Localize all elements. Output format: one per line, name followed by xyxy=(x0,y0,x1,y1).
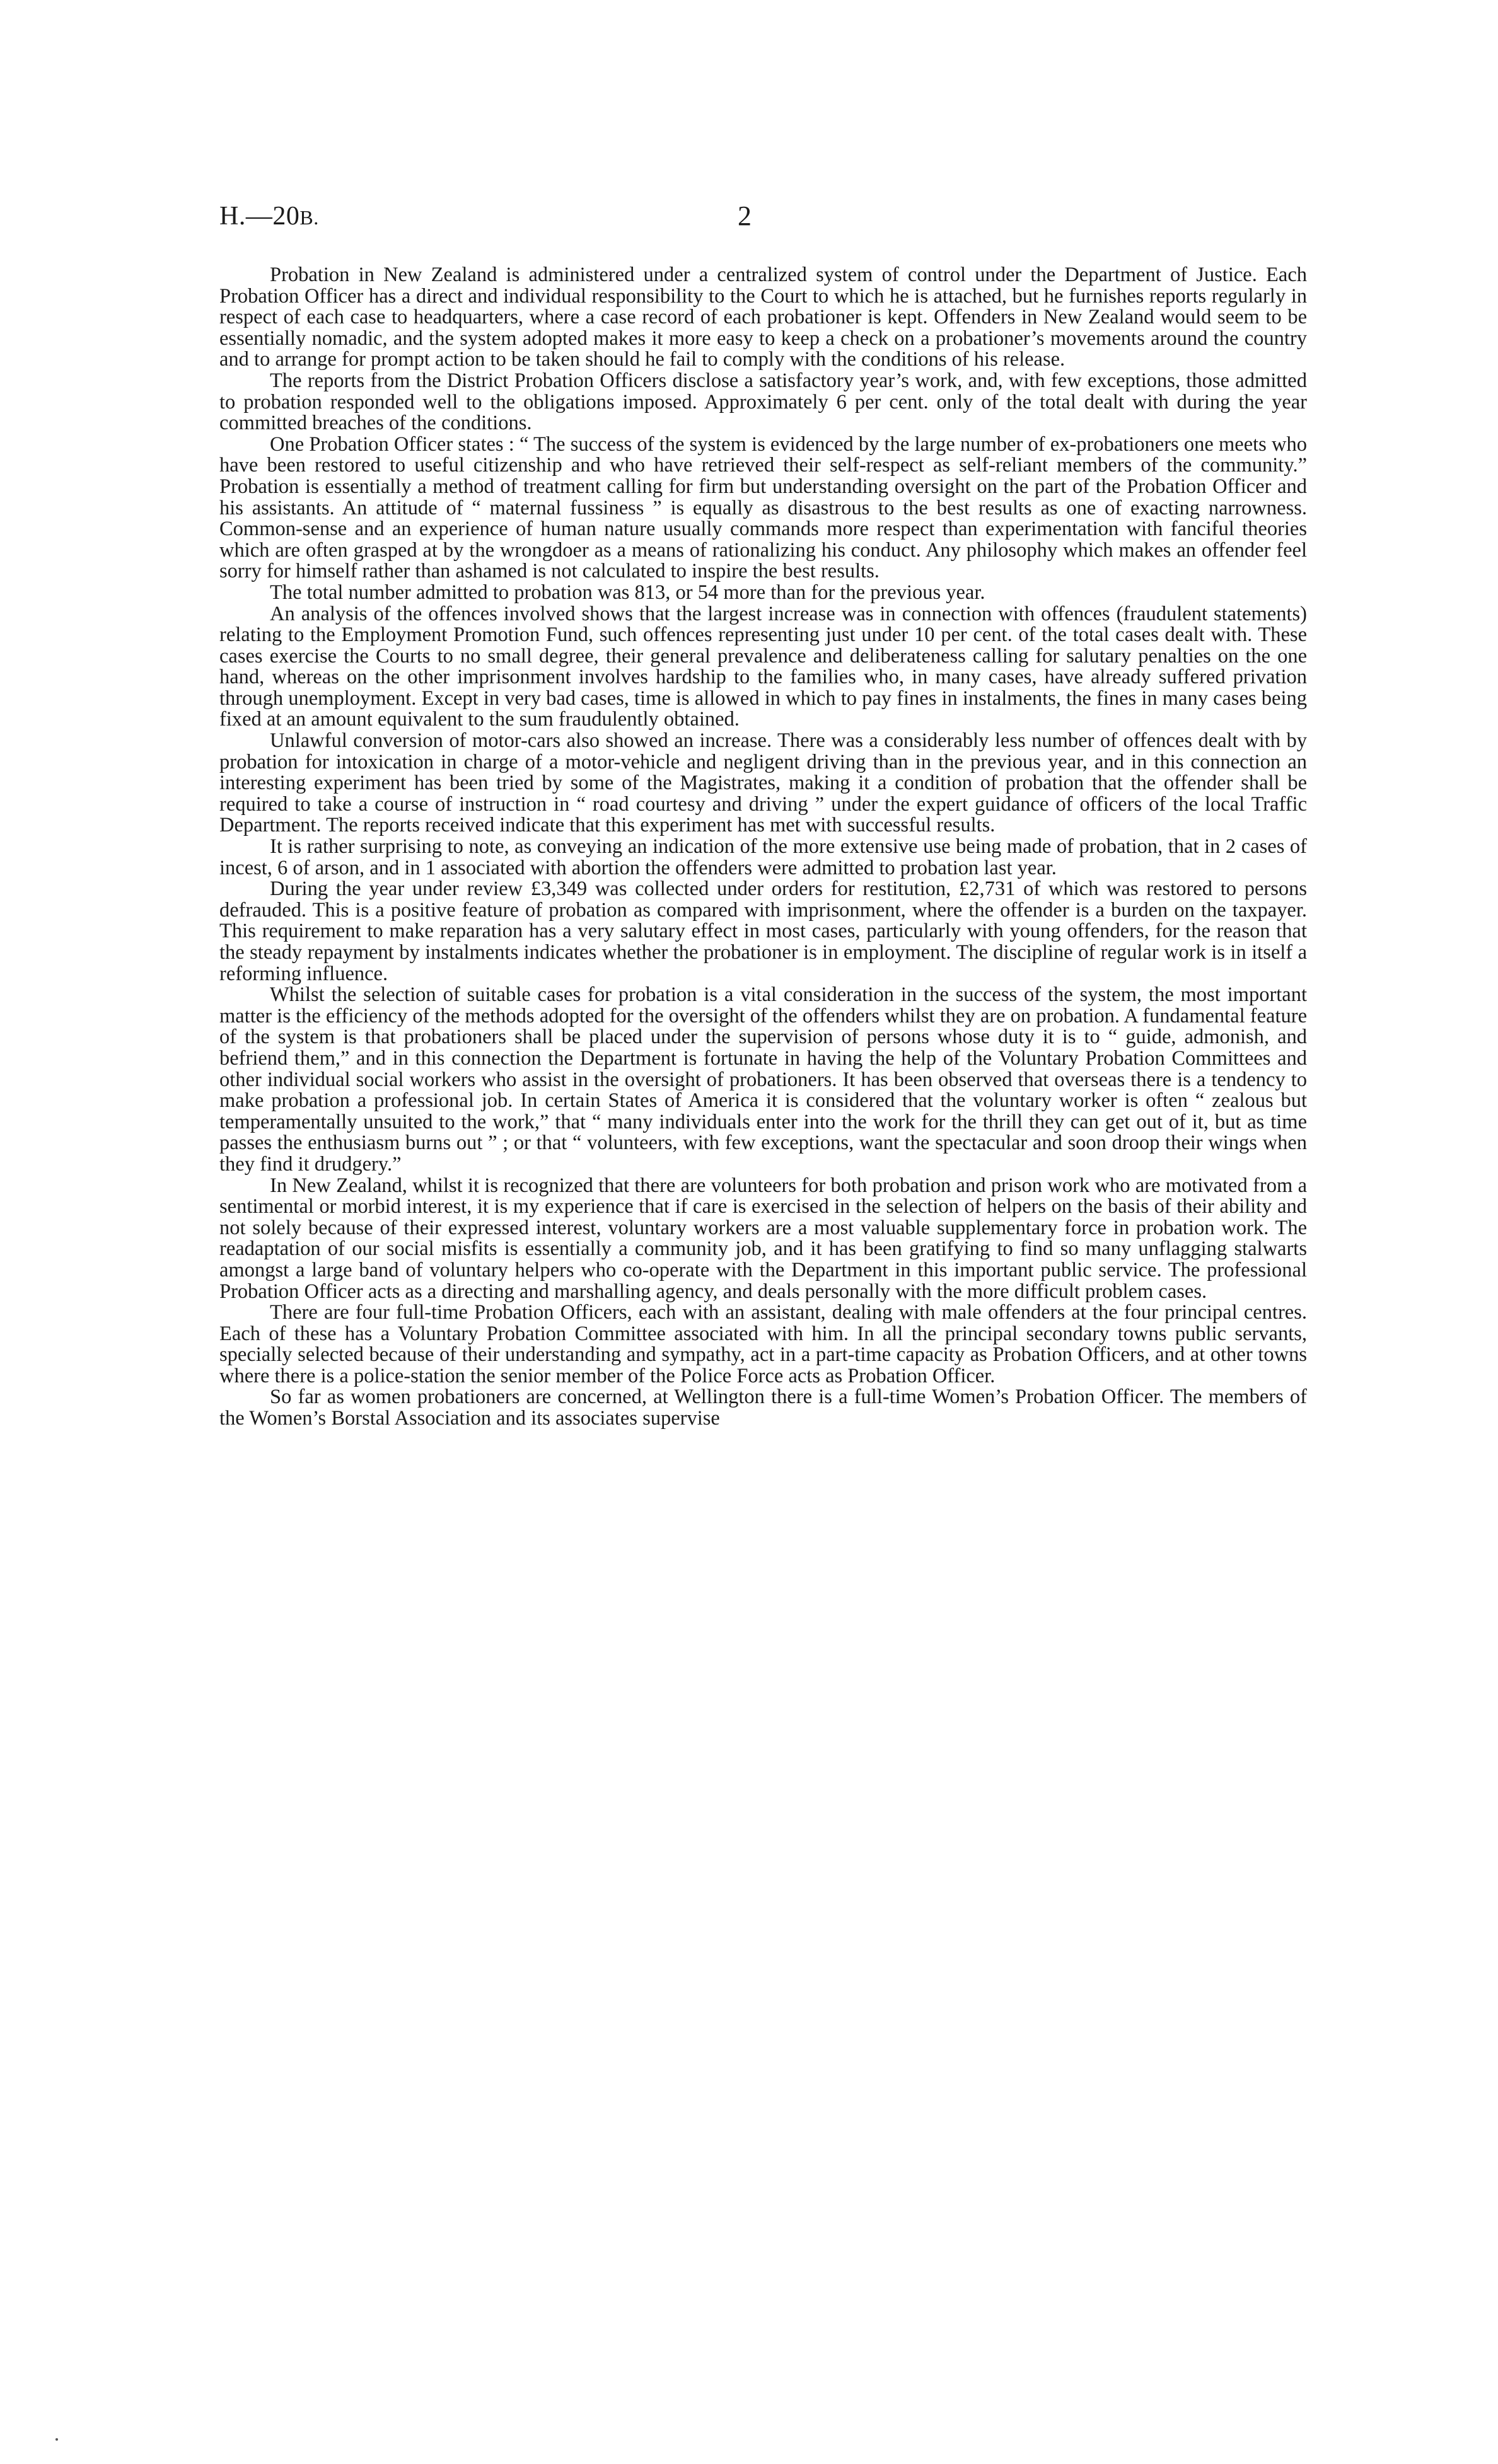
paragraph: One Probation Officer states : “ The success of the system is evidenced by the large number of ex-probationers one meets who have been restored to useful citizenship and who have retrieved their self-respect as self-reliant members of the community.” Probation is essentially a method of treatment calling for firm but understanding oversight on the part of the Probation Officer and his assistants. An attitude of “ maternal fussiness ” is equally as disastrous to the best results as one of exacting narrowness. Common-sense and an experience of human nature usually commands more respect than experimentation with fanciful theories which are often grasped at by the wrongdoer as a means of rationalizing his conduct. Any philosophy which makes an offender feel sorry for himself rather than ashamed is not calculated to inspire the best results. xyxy=(219,432,1307,583)
paragraph: The reports from the District Probation Officers disclose a satisfactory year’s work, and, with few exceptions, those admitted to probation responded well to the obligations imposed. Approximately 6 per cent. only of the total dealt with during the year committed breaches of the conditions. xyxy=(219,369,1307,435)
paragraph: In New Zealand, whilst it is recognized that there are volunteers for both probation and prison work who are motivated from a sentimental or morbid interest, it is my experience that if care is exercised in the selection of helpers on the basis of their ability and not solely because of their expressed interest, voluntary workers are a most valuable supplementary force in probation work. The readaptation of our social misfits is essentially a community job, and it has been gratifying to find so many unflagging stalwarts amongst a large band of voluntary helpers who co-operate with the Department in this important public service. The professional Probation Officer acts as a directing and marshalling agency, and deals personally with the more difficult problem cases. xyxy=(219,1174,1307,1303)
paragraph: The total number admitted to probation was 813, or 54 more than for the previous year. xyxy=(270,581,985,604)
scan-mark xyxy=(55,2438,58,2441)
paragraph: During the year under review £3,349 was collected under orders for restitution, £2,731 of which was restored to persons defrauded. This is a positive feature of probation as compared with imprisonment, where the offender is a burden on the taxpayer. This requirement to make reparation has a very salutary effect in most cases, particularly with young offenders, for the reason that the steady repayment by instalments indicates whether the probationer is in employment. The discipline of regular work is in itself a reforming influence. xyxy=(219,877,1307,985)
paragraph: Unlawful conversion of motor-cars also showed an increase. There was a considerably less number of offences dealt with by probation for intoxication in charge of a motor-vehicle and negligent driving than in the previous year, and in this connection an interesting experiment has been tried by some of the Magistrates, making it a condition of probation that the offender shall be required to take a course of instruction in “ road courtesy and driving ” under the expert guidance of officers of the local Traffic Department. The reports received indicate that this experiment has met with successful results. xyxy=(219,729,1307,837)
running-head xyxy=(219,200,319,233)
paragraph: It is rather surprising to note, as conveying an indication of the more extensive use being made of probation, that in 2 cases of incest, 6 of arson, and in 1 associated with abortion the offenders were admitted to probation last year. xyxy=(219,835,1307,879)
paragraph: So far as women probationers are concerned, at Wellington there is a full-time Women’s Probation Officer. The members of the Women’s Borstal Association and its associates supervise xyxy=(219,1385,1307,1430)
paragraph: Probation in New Zealand is administered under a centralized system of control under the Department of Justice. Each Probation Officer has a direct and individual responsibility to the Court to which he is attached, but he furnishes reports regularly in respect of each case to headquarters, where a case record of each probationer is kept. Offenders in New Zealand would seem to be essentially nomadic, and the system adopted makes it more easy to keep a check on a probationer’s movements around the country and to arrange for prompt action to be taken should he fail to comply with the conditions of his release. xyxy=(219,263,1307,371)
paragraph: Whilst the selection of suitable cases for probation is a vital consideration in the success of the system, the most important matter is the efficiency of the methods adopted for the oversight of the offenders whilst they are on probation. A fundamental feature of the system is that probationers shall be placed under the supervision of persons whose duty it is to “ guide, admonish, and befriend them,” and in this connection the Department is fortunate in having the help of the Voluntary Probation Committees and other individual social workers who assist in the oversight of probationers. It has been observed that overseas there is a tendency to make probation a professional job. In certain States of America it is considered that the voluntary worker is often “ zealous but temperamentally unsuited to the work,” that “ many individuals enter into the work for the thrill they can get out of it, but as time passes the enthusiasm burns out ” ; or that “ volunteers, with few exceptions, want the spectacular and soon droop their wings when they find it drudgery.” xyxy=(219,983,1307,1176)
document-code-suffix: B. xyxy=(299,206,319,229)
page-number: 2 xyxy=(738,200,752,231)
paragraph: An analysis of the offences involved shows that the largest increase was in connection with offences (fraudulent statements) relating to the Employment Promotion Fund, such offences representing just under 10 per cent. of the total cases dealt with. These cases exercise the Courts to no small degree, their general prevalence and deliberateness calling for salutary penalties on the one hand, whereas on the other imprisonment involves hardship to the families who, in many cases, have already suffered privation through unemployment. Except in very bad cases, time is allowed in which to pay fines in instalments, the fines in many cases being fixed at an amount equivalent to the sum fraudulently obtained. xyxy=(219,602,1307,731)
document-code: H.—20 xyxy=(219,202,300,231)
body-text xyxy=(219,265,1307,1430)
paragraph: There are four full-time Probation Officers, each with an assistant, dealing with male offenders at the four principal centres. Each of these has a Voluntary Probation Committee associated with him. In all the principal secondary towns public servants, specially selected because of their understanding and sympathy, act in a part-time capacity as Probation Officers, and at other towns where there is a police-station the senior member of the Police Force acts as Probation Officer. xyxy=(219,1301,1307,1387)
